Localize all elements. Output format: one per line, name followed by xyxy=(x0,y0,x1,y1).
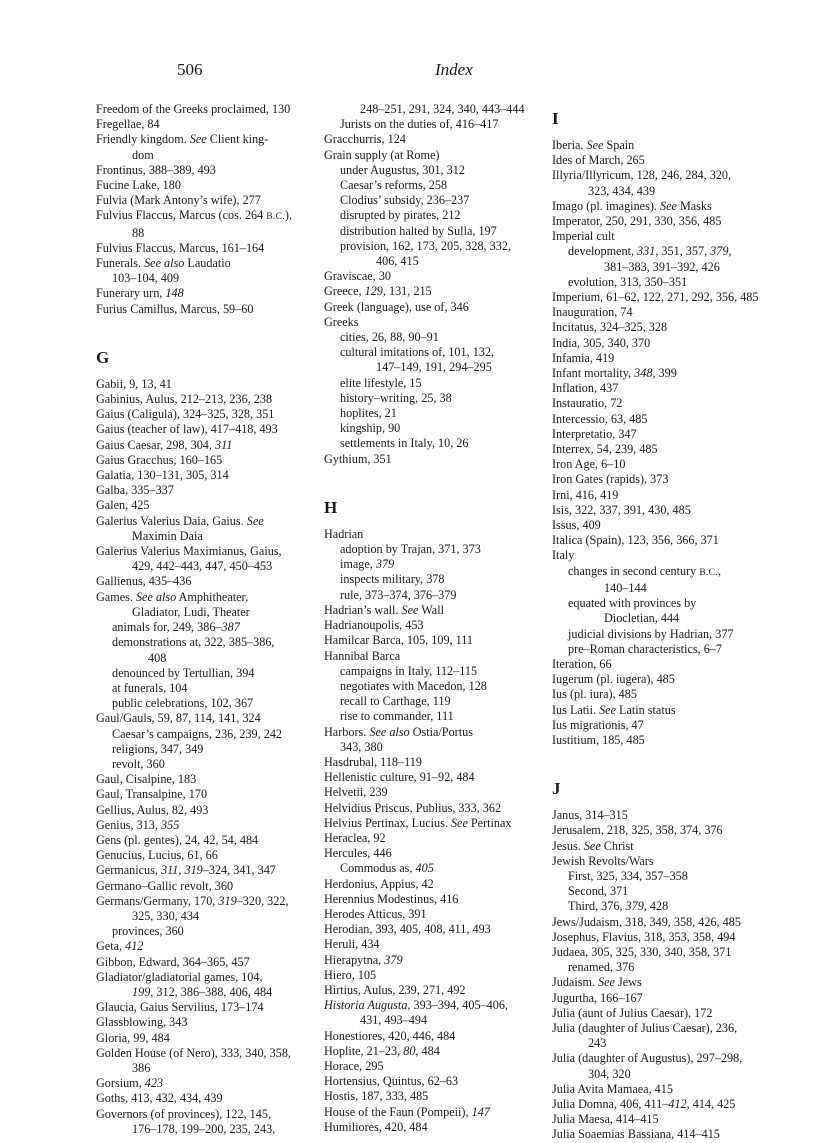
index-subentry: demonstrations at, 322, 385–386, xyxy=(112,635,275,650)
index-entry-continuation: Gladiator, Ludi, Theater xyxy=(132,604,250,619)
index-subentry: campaigns in Italy, 112–115 xyxy=(340,663,478,678)
index-entry: Grain supply (at Rome) xyxy=(324,147,440,162)
index-entry: Intercessio, 63, 485 xyxy=(552,411,648,426)
index-entry: Freedom of the Greeks proclaimed, 130 xyxy=(96,102,291,116)
index-entry: Iugerum (pl. iugera), 485 xyxy=(552,672,675,687)
index-entry: Hasdrubal, 118–119 xyxy=(324,754,422,769)
index-entry: Gallienus, 435–436 xyxy=(96,574,192,589)
index-entry: Hadrian xyxy=(324,526,364,541)
index-entry: Herennius Modestinus, 416 xyxy=(324,891,459,906)
index-entry: Julia (daughter of Julius Caesar), 236, xyxy=(552,1020,738,1035)
index-entry: Geta, 412 xyxy=(96,939,144,954)
index-subentry: 103–104, 409 xyxy=(112,271,180,286)
index-entry: Hirtius, Aulus, 239, 271, 492 xyxy=(324,982,466,997)
index-entry: Graviscae, 30 xyxy=(324,269,392,284)
index-entry: Gaius Caesar, 298, 304, 311 xyxy=(96,437,233,452)
index-subentry: Caesar’s reforms, 258 xyxy=(340,178,448,193)
index-subentry: Clodius’ subsidy, 236–237 xyxy=(340,193,470,208)
index-entry: Herdonius, Appius, 42 xyxy=(324,876,434,891)
index-entry: Gaius (teacher of law), 417–418, 493 xyxy=(96,422,278,437)
index-subentry: equated with provinces by xyxy=(568,596,697,611)
index-subentry: rise to commander, 111 xyxy=(340,709,454,724)
index-entry: Galen, 425 xyxy=(96,498,150,513)
index-entry-continuation: 406, 415 xyxy=(376,254,419,269)
index-entry: Jews/Judaism, 318, 349, 358, 426, 485 xyxy=(552,914,741,929)
index-subentry: renamed, 376 xyxy=(568,960,635,975)
index-entry: Irni, 416, 419 xyxy=(552,487,619,502)
index-entry: Ius Latii. See Latin status xyxy=(552,702,676,717)
index-subentry: revolt, 360 xyxy=(112,756,165,771)
index-entry: Germans/Germany, 170, 319–320, 322, xyxy=(96,893,289,908)
index-entry-continuation: 431, 493–494 xyxy=(360,1013,428,1028)
index-entry: Iron Gates (rapids), 373 xyxy=(552,472,669,487)
index-entry: Glaucia, Gaius Servilius, 173–174 xyxy=(96,1000,264,1015)
index-entry: Herodian, 393, 405, 408, 411, 493 xyxy=(324,922,491,937)
index-subentry: denounced by Tertullian, 394 xyxy=(112,665,255,680)
index-entry: Helvidius Priscus, Publius, 333, 362 xyxy=(324,800,502,815)
index-entry: Genucius, Lucius, 61, 66 xyxy=(96,848,218,863)
index-entry-continuation: Maximin Daia xyxy=(132,528,203,543)
index-entry: Galba, 335–337 xyxy=(96,483,174,498)
index-subentry: under Augustus, 301, 312 xyxy=(340,162,465,177)
section-letter: I xyxy=(552,109,559,128)
index-entry: Hiero, 105 xyxy=(324,967,377,982)
index-entry: Jewish Revolts/Wars xyxy=(552,853,654,868)
index-subentry: settlements in Italy, 10, 26 xyxy=(340,436,469,451)
section-gap xyxy=(324,467,539,491)
index-entry-continuation: 304, 320 xyxy=(588,1066,631,1081)
index-subentry: animals for, 249, 386–387 xyxy=(112,620,240,635)
index-entry: Helvetii, 239 xyxy=(324,785,388,800)
index-subentry: judicial divisions by Hadrian, 377 xyxy=(568,626,734,641)
index-subentry: 343, 380 xyxy=(340,739,383,754)
index-entry: Hoplite, 21–23, 80, 484 xyxy=(324,1043,440,1058)
index-subentry: cities, 26, 88, 90–91 xyxy=(340,330,439,345)
index-entry: Instauratio, 72 xyxy=(552,396,623,411)
index-entry: Gabii, 9, 13, 41 xyxy=(96,376,172,391)
index-subentry: inspects military, 378 xyxy=(340,572,445,587)
index-entry-continuation: 248–251, 291, 324, 340, 443–444 xyxy=(360,102,525,116)
index-subentry: Third, 376, 379, 428 xyxy=(568,899,669,914)
index-entry: Hierapytna, 379 xyxy=(324,952,403,967)
index-entry: Gythium, 351 xyxy=(324,451,392,466)
index-entry: Gaius Gracchus, 160–165 xyxy=(96,452,223,467)
index-entry: Gaius (Caligula), 324–325, 328, 351 xyxy=(96,407,275,422)
index-entry: Governors (of provinces), 122, 145, xyxy=(96,1106,271,1121)
index-entry-continuation: Diocletian, 444 xyxy=(604,611,680,626)
section-letter: G xyxy=(96,347,110,367)
index-entry: Gorsium, 423 xyxy=(96,1076,164,1091)
index-entry: Galerius Valerius Daia, Gaius. See xyxy=(96,513,264,528)
index-entry: Julia Domna, 406, 411–412, 414, 425 xyxy=(552,1096,736,1111)
index-entry: Fulvia (Mark Antony’s wife), 277 xyxy=(96,193,261,208)
section-letter: J xyxy=(552,779,561,799)
index-entry: Jesus. See Christ xyxy=(552,838,634,853)
index-entry: Incitatus, 324–325, 328 xyxy=(552,320,668,335)
index-entry: Gracchurris, 124 xyxy=(324,132,406,147)
index-entry: Infant mortality, 348, 399 xyxy=(552,366,677,381)
index-entry-continuation: 199, 312, 386–388, 406, 484 xyxy=(132,984,273,999)
index-subentry: evolution, 313, 350–351 xyxy=(568,274,688,289)
index-entry: Hellenistic culture, 91–92, 484 xyxy=(324,770,475,785)
index-subentry: religions, 347, 349 xyxy=(112,741,204,756)
index-subentry: negotiates with Macedon, 128 xyxy=(340,678,487,693)
index-subentry: at funerals, 104 xyxy=(112,680,188,695)
index-entry: Iustitium, 185, 485 xyxy=(552,732,645,747)
index-entry: Hannibal Barca xyxy=(324,648,401,663)
index-entry-continuation: 429, 442–443, 447, 450–453 xyxy=(132,559,273,574)
index-entry-continuation: dom xyxy=(132,147,154,162)
index-entry: Jugurtha, 166–167 xyxy=(552,990,643,1005)
index-entry: Julia Maesa, 414–415 xyxy=(552,1112,659,1127)
index-entry: Inflation, 437 xyxy=(552,381,619,396)
index-entry: Hercules, 446 xyxy=(324,846,392,861)
index-subentry: development, 331, 351, 357, 379, xyxy=(568,244,732,259)
index-entry: Gaul/Gauls, 59, 87, 114, 141, 324 xyxy=(96,711,261,726)
index-entry-continuation: 325, 330, 434 xyxy=(132,908,200,923)
index-entry: Judaea, 305, 325, 330, 340, 358, 371 xyxy=(552,944,732,959)
section-gap xyxy=(96,317,311,341)
index-column-2 xyxy=(324,102,539,1135)
index-subentry: hoplites, 21 xyxy=(340,406,397,421)
index-subentry: adoption by Trajan, 371, 373 xyxy=(340,542,481,557)
index-entry: Fulvius Flaccus, Marcus, 161–164 xyxy=(96,240,265,255)
index-subentry: image, 379 xyxy=(340,557,395,572)
index-column-3 xyxy=(552,102,767,1143)
index-entry: Gellius, Aulus, 82, 493 xyxy=(96,802,209,817)
index-entry: Gaul, Transalpine, 170 xyxy=(96,787,208,802)
index-entry: Ides of March, 265 xyxy=(552,153,645,168)
running-head: Index xyxy=(435,60,473,79)
index-entry: Heraclea, 92 xyxy=(324,830,386,845)
index-entry: Infamia, 419 xyxy=(552,350,615,365)
index-entry: Italy xyxy=(552,548,575,563)
index-entry: Gibbon, Edward, 364–365, 457 xyxy=(96,954,250,969)
index-entry: Julia Soaemias Bassiana, 414–415 xyxy=(552,1127,720,1142)
index-entry: Germano–Gallic revolt, 360 xyxy=(96,878,234,893)
index-entry: Greek (language), use of, 346 xyxy=(324,299,469,314)
index-entry: Judaism. See Jews xyxy=(552,975,642,990)
index-entry: Gabinius, Aulus, 212–213, 236, 238 xyxy=(96,392,273,407)
index-subentry: history–writing, 25, 38 xyxy=(340,390,452,405)
index-entry: Honestiores, 420, 446, 484 xyxy=(324,1028,456,1043)
index-subentry: provinces, 360 xyxy=(112,924,184,939)
index-entry: Inauguration, 74 xyxy=(552,305,633,320)
index-entry: Fulvius Flaccus, Marcus (cos. 264 B.C.), xyxy=(96,208,293,223)
index-entry: Funerary urn, 148 xyxy=(96,286,184,301)
index-entry-continuation: 243 xyxy=(588,1036,607,1051)
page-number: 506 xyxy=(177,60,203,79)
index-entry: Gladiator/gladiatorial games, 104, xyxy=(96,969,263,984)
index-entry: Issus, 409 xyxy=(552,518,601,533)
index-entry: Hostis, 187, 333, 485 xyxy=(324,1089,429,1104)
index-entry-continuation: 323, 434, 439 xyxy=(588,183,656,198)
index-entry: Imperator, 250, 291, 330, 356, 485 xyxy=(552,214,722,229)
index-entry: Hamilcar Barca, 105, 109, 111 xyxy=(324,633,474,648)
index-entry: Galatia, 130–131, 305, 314 xyxy=(96,468,229,483)
index-entry: Glassblowing, 343 xyxy=(96,1015,188,1030)
index-entry: Furius Camillus, Marcus, 59–60 xyxy=(96,301,254,316)
index-entry: Fucine Lake, 180 xyxy=(96,178,181,193)
index-entry-continuation: 147–149, 191, 294–295 xyxy=(376,360,492,375)
index-subentry: provision, 162, 173, 205, 328, 332, xyxy=(340,238,511,253)
index-entry: Janus, 314–315 xyxy=(552,808,628,823)
index-entry: India, 305, 340, 370 xyxy=(552,335,651,350)
index-entry: Goths, 413, 432, 434, 439 xyxy=(96,1091,223,1106)
index-subentry: rule, 373–374, 376–379 xyxy=(340,587,457,602)
section-letter: H xyxy=(324,497,338,517)
index-entry: Imperial cult xyxy=(552,229,615,244)
index-entry: Imago (pl. imagines). See Masks xyxy=(552,198,712,213)
index-entry: Hadrian’s wall. See Wall xyxy=(324,602,444,617)
index-entry: Jerusalem, 218, 325, 358, 374, 376 xyxy=(552,823,723,838)
index-subentry: elite lifestyle, 15 xyxy=(340,375,422,390)
index-entry-continuation: 176–178, 199–200, 235, 243, xyxy=(132,1121,276,1136)
index-entry: Iron Age, 6–10 xyxy=(552,457,626,472)
index-entry: Isis, 322, 337, 391, 430, 485 xyxy=(552,502,691,517)
index-entry: Josephus, Flavius, 318, 353, 358, 494 xyxy=(552,929,736,944)
index-entry-continuation: 140–144 xyxy=(604,580,647,595)
index-entry-continuation: 408 xyxy=(148,650,167,665)
index-entry: Italica (Spain), 123, 356, 366, 371 xyxy=(552,533,719,548)
index-entry: Ius (pl. iura), 485 xyxy=(552,687,637,702)
index-subentry: public celebrations, 102, 367 xyxy=(112,696,254,711)
index-entry: Imperium, 61–62, 122, 271, 292, 356, 485 xyxy=(552,290,759,305)
index-entry: Galerius Valerius Maximianus, Gaius, xyxy=(96,544,282,559)
index-subentry: distribution halted by Sulla, 197 xyxy=(340,223,497,238)
index-subentry: Second, 371 xyxy=(568,884,629,899)
index-entry: Harbors. See also Ostia/Portus xyxy=(324,724,473,739)
index-entry: Historia Augusta, 393–394, 405–406, xyxy=(324,998,508,1013)
index-subentry: Commodus as, 405 xyxy=(340,861,434,876)
index-subentry: Jurists on the duties of, 416–417 xyxy=(340,117,499,132)
index-entry: Hadrianoupolis, 453 xyxy=(324,618,424,633)
index-entry: Golden House (of Nero), 333, 340, 358, xyxy=(96,1045,291,1060)
index-entry: Ius migrationis, 47 xyxy=(552,717,644,732)
index-entry-continuation: 386 xyxy=(132,1060,151,1075)
index-entry: Germanicus, 311, 319–324, 341, 347 xyxy=(96,863,276,878)
index-entry: Herodes Atticus, 391 xyxy=(324,906,427,921)
index-entry: Gens (pl. gentes), 24, 42, 54, 484 xyxy=(96,832,259,847)
index-entry: Horace, 295 xyxy=(324,1058,384,1073)
index-entry: Greeks xyxy=(324,314,359,329)
index-entry: Julia (daughter of Augustus), 297–298, xyxy=(552,1051,743,1066)
index-entry: Interpretatio, 347 xyxy=(552,426,637,441)
index-entry: Hortensius, Quintus, 62–63 xyxy=(324,1074,459,1089)
index-entry: Gaul, Cisalpine, 183 xyxy=(96,772,197,787)
index-entry: Iberia. See Spain xyxy=(552,138,635,152)
index-entry-continuation: 88 xyxy=(132,225,145,240)
index-subentry: Caesar’s campaigns, 236, 239, 242 xyxy=(112,726,283,741)
index-entry: Julia Avita Mamaea, 415 xyxy=(552,1081,673,1096)
index-entry: Genius, 313, 355 xyxy=(96,817,180,832)
index-entry: Iteration, 66 xyxy=(552,656,612,671)
index-entry: Greece, 129, 131, 215 xyxy=(324,284,432,299)
index-entry: Illyria/Illyricum, 128, 246, 284, 320, xyxy=(552,168,732,183)
index-entry: Fregellae, 84 xyxy=(96,117,160,132)
index-entry: Helvius Pertinax, Lucius. See Pertinax xyxy=(324,815,512,830)
index-entry: House of the Faun (Pompeii), 147 xyxy=(324,1104,490,1119)
section-gap xyxy=(552,748,767,772)
index-subentry: recall to Carthage, 119 xyxy=(340,694,451,709)
index-entry: Heruli, 434 xyxy=(324,937,380,952)
index-entry: Friendly kingdom. See Client king- xyxy=(96,132,269,147)
index-entry: Funerals. See also Laudatio xyxy=(96,256,231,271)
index-entry: Games. See also Amphitheater, xyxy=(96,589,249,604)
index-subentry: changes in second century B.C., xyxy=(568,563,721,578)
index-column-1 xyxy=(96,102,311,1137)
index-subentry: kingship, 90 xyxy=(340,421,401,436)
index-entry-continuation: 381–383, 391–392, 426 xyxy=(604,259,720,274)
index-entry: Julia (aunt of Julius Caesar), 172 xyxy=(552,1005,713,1020)
index-subentry: pre–Roman characteristics, 6–7 xyxy=(568,641,722,656)
index-entry: Interrex, 54, 239, 485 xyxy=(552,442,658,457)
index-subentry: First, 325, 334, 357–358 xyxy=(568,868,688,883)
index-subentry: cultural imitations of, 101, 132, xyxy=(340,345,495,360)
index-entry: Humiliores, 420, 484 xyxy=(324,1119,428,1134)
index-entry: Frontinus, 388–389, 493 xyxy=(96,162,216,177)
index-entry: Gloria, 99, 484 xyxy=(96,1030,170,1045)
index-subentry: disrupted by pirates, 212 xyxy=(340,208,461,223)
